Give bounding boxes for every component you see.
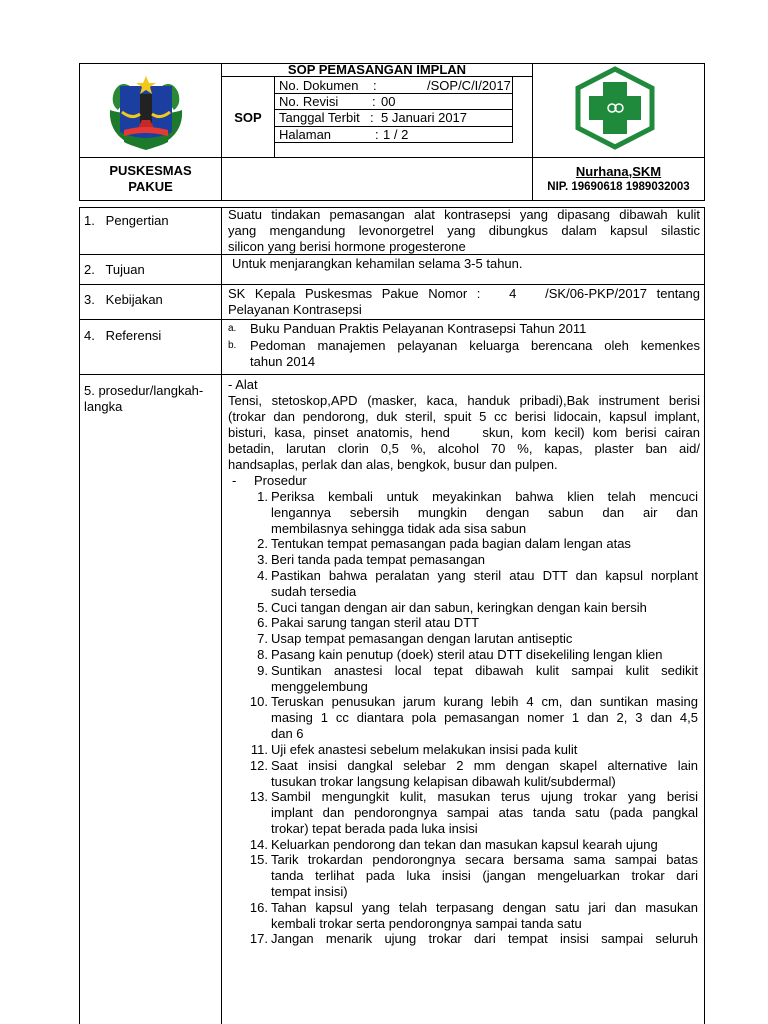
step-line: Sambil mengungkit kulit, masukan terus ujung trokar yang berisi (271, 789, 698, 805)
doc-revision-sep: : (372, 94, 376, 109)
prosedur-heading: Prosedur (254, 473, 307, 488)
step-number: 3. (257, 552, 268, 568)
page-title: SOP PEMASANGAN IMPLAN (287, 62, 467, 77)
pengertian-line: yang mengandung levonorgetrel yang dibungkus dalam kapsul silastic (228, 223, 700, 238)
procedure-step (246, 663, 698, 695)
step-line: Usap tempat pemasangan dengan larutan antiseptic (271, 631, 573, 647)
procedure-step (246, 568, 698, 600)
label-pengertian: 1. Pengertian (84, 213, 169, 228)
procedure-step (246, 552, 698, 568)
step-line: Saat insisi dangkal selebar 2 mm dengan skapel alternative lain (271, 757, 698, 773)
procedure-step (246, 931, 698, 947)
label-kebijakan: 3. Kebijakan (84, 292, 163, 307)
sop-label: SOP (234, 110, 262, 125)
alat-heading: - Alat (228, 377, 258, 392)
step-line: Pasang kain penutup (doek) steril atau DTT disekeliling lengan klien (271, 647, 663, 662)
step-line: masing 1 cc diantara pola pemasangan nomer 1 dan 2, 3 dan 4,5 (271, 710, 698, 726)
step-number: 14. (249, 836, 268, 852)
procedure-step (246, 489, 698, 536)
kebijakan-line: Pelayanan Kontrasepsi (228, 302, 362, 317)
alat-line: bisturi, kasa, pinset anatomis, hend skun, kom kecil) kom berisi cairan (228, 425, 700, 440)
step-line: sudah tersedia (271, 584, 357, 599)
prosedur-dash: - (232, 473, 237, 488)
alat-line: Tensi, stetoskop,APD (masker, kaca, handuk pribadi),Bak instrument berisi (228, 393, 700, 408)
step-line: tempat insisi) (271, 884, 348, 900)
step-number: 13. (249, 789, 268, 805)
step-number: 15. (249, 852, 268, 868)
doc-page-sep: : (375, 127, 379, 142)
step-line: Cuci tangan dengan air dan sabun, keringkan dengan kain bersih (271, 599, 647, 615)
step-line: tusukan trokar langsung kelapisan dibawah kulit/subdermal) (271, 773, 616, 789)
referensi-list (228, 321, 700, 372)
procedure-step (246, 837, 698, 853)
doc-revision-value: 00 (381, 94, 396, 109)
doc-revision-label: No. Revisi (279, 94, 339, 109)
doc-row-revision (279, 94, 511, 110)
step-line: kembali trokar serta pendorongnya sampai tanda satu (271, 915, 582, 931)
step-number: 16. (249, 899, 268, 915)
doc-row-issue-date (279, 110, 511, 126)
label-referensi: 4. Referensi (84, 328, 162, 343)
regency-emblem-icon (100, 70, 192, 154)
step-number: 5. (257, 599, 268, 615)
doc-row-page (279, 127, 511, 143)
doc-number-label: No. Dokumen (279, 78, 359, 93)
step-number: 11. (250, 741, 268, 757)
step-number: 10. (249, 694, 268, 710)
step-line: Tarik trokardan pendorongnya secara bersama sama sampai batas (271, 852, 698, 868)
procedure-step (246, 900, 698, 932)
step-line: Jangan menarik ujung trokar dari tempat insisi sampai seluruh (271, 931, 698, 947)
regency-logo (100, 70, 192, 154)
step-line: Tentukan tempat pemasangan pada bagian dalam lengan atas (271, 536, 631, 552)
step-line: implant dan pendorongnya sampai atas tanda satu (pada pangkal (271, 805, 698, 821)
referensi-text: Pedoman manajemen pelayanan keluarga berencana oleh kemenkes (250, 338, 700, 353)
doc-page-label: Halaman (279, 127, 332, 142)
step-line: dan 6 (271, 726, 304, 742)
step-line: tanda terlihat pada luka insisi (jangan mengeluarkan trokar dari (271, 868, 698, 884)
referensi-item (228, 321, 700, 338)
referensi-text: tahun 2014 (250, 354, 316, 369)
signer-name: Nurhana,SKM (575, 164, 662, 179)
doc-number-sep: : (373, 78, 377, 93)
doc-issue-date-value: 5 Januari 2017 (381, 110, 468, 125)
doc-row-number (279, 78, 511, 94)
alat-line: (trokar dan pendorong, duk steril, spuit 5 cc berisi lidocain, kapsul implant, (228, 409, 700, 424)
doc-issue-date-sep: : (370, 110, 374, 125)
procedure-step (246, 631, 698, 647)
step-line: menggelembung (271, 678, 368, 694)
doc-page-value: 1 / 2 (383, 127, 409, 142)
step-number: 2. (257, 536, 268, 552)
label-prosedur-line: langka (84, 399, 123, 414)
referensi-marker: b. (228, 340, 237, 351)
step-number: 4. (257, 568, 268, 583)
procedure-step (246, 694, 698, 741)
label-prosedur (84, 383, 219, 415)
step-line: Pakai sarung tangan steril atau DTT (271, 615, 480, 631)
referensi-marker: a. (228, 323, 237, 334)
step-number: 7. (257, 631, 268, 647)
step-line: trokar) tepat berada pada luka insisi (271, 821, 478, 837)
procedure-step (246, 615, 698, 631)
referensi-text: Buku Panduan Praktis Pelayanan Kontrasepsi Tahun 2011 (250, 321, 587, 336)
procedure-step (246, 742, 698, 758)
procedure-step (246, 789, 698, 836)
step-line: Uji efek anastesi sebelum melakukan insisi pada kulit (271, 741, 578, 757)
procedure-step (246, 852, 698, 899)
step-line: Tahan kapsul yang telah terpasang dengan satu jari dan masukan (271, 899, 698, 915)
label-tujuan: 2. Tujuan (84, 262, 145, 277)
procedure-step (246, 536, 698, 552)
doc-issue-date-label: Tanggal Terbit (279, 110, 360, 125)
puskesmas-logo (572, 66, 658, 150)
step-line: Periksa kembali untuk meyakinkan bahwa klien telah mencuci (271, 489, 698, 504)
kebijakan-text (228, 286, 700, 318)
referensi-item (228, 338, 700, 372)
step-line: Keluarkan pendorong dan tekan dan masukan kapsul kearah ujung (271, 836, 658, 852)
label-prosedur-line: 5. prosedur/langkah- (84, 383, 204, 398)
procedure-step (246, 758, 698, 790)
step-number: 17. (249, 931, 268, 947)
health-cross-icon (572, 66, 658, 150)
procedure-step (246, 647, 698, 663)
step-line: Suntikan anastesi local tepat dibawah kulit sampai kulit sedikit (271, 662, 698, 678)
step-line: Teruskan penusukan jarum kurang lebih 4 cm, dan suntikan masing (271, 694, 698, 710)
procedure-step (246, 600, 698, 616)
tujuan-text: Untuk menjarangkan kehamilan selama 3-5 tahun. (232, 256, 523, 271)
step-line: Beri tanda pada tempat pemasangan (271, 552, 485, 568)
org-name (80, 163, 221, 195)
step-number: 6. (257, 615, 268, 631)
step-number: 9. (257, 662, 268, 678)
doc-number-value: /SOP/C/I/2017 (427, 78, 511, 93)
org-name-line1: PUSKESMAS (109, 163, 192, 178)
kebijakan-line: SK Kepala Puskesmas Pakue Nomor : 4 /SK/06-PKP/2017 tentang (228, 286, 700, 301)
alat-line: betadin, larutan clorin 0,5 %, alcohol 70 %, kapas, plaster ban aid/ (228, 441, 700, 456)
alat-text (228, 393, 700, 473)
step-number: 12. (249, 757, 268, 773)
pengertian-line: Suatu tindakan pemasangan alat kontrasepsi yang dipasang dibawah kulit (228, 207, 700, 222)
step-number: 1. (257, 489, 268, 504)
step-line: lengannya sebersih mungkin dengan sabun dan air dan (271, 505, 698, 520)
org-name-line2: PAKUE (128, 179, 173, 194)
step-line: membilasnya sehingga tidak ada sisa sabun (271, 521, 527, 536)
alat-line: handsaplas, perlak dan alas, bengkok, busur dan pulpen. (228, 457, 558, 472)
step-number: 8. (257, 647, 268, 662)
step-line: Pastikan bahwa peralatan yang steril atau DTT dan kapsul norplant (271, 568, 698, 583)
signer-nip: NIP. 19690618 1989032003 (547, 181, 690, 193)
pengertian-line: silicon yang berisi hormone progesterone (228, 239, 466, 254)
pengertian-text (228, 207, 700, 255)
